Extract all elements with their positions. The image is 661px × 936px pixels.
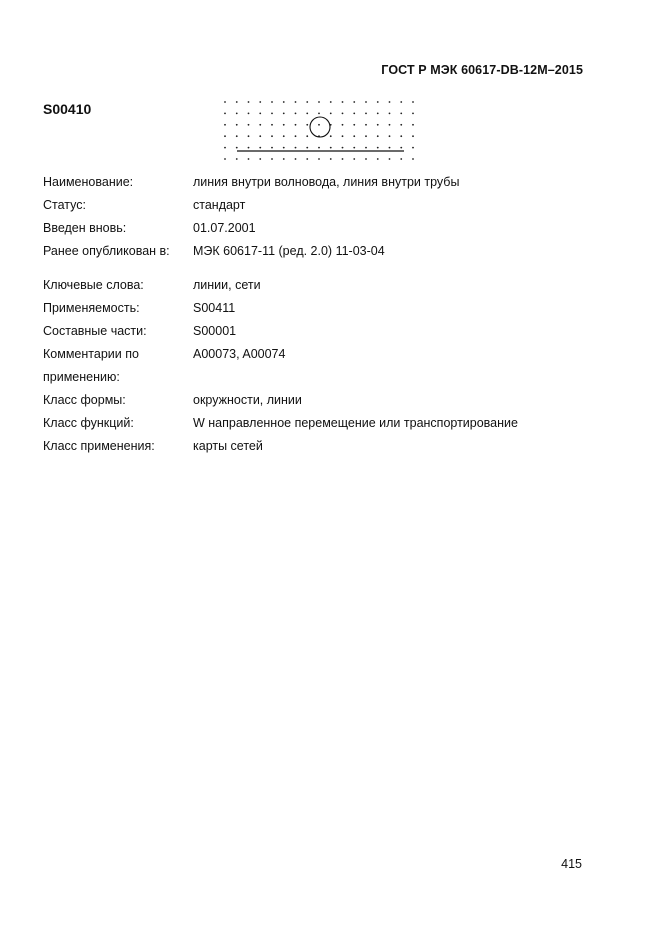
field-row-components (43, 320, 583, 343)
symbol-circle (310, 117, 330, 137)
field-value: S00001 (193, 324, 237, 338)
field-label: Класс формы: (43, 393, 126, 407)
grid-dot (377, 101, 379, 103)
grid-dot (318, 101, 320, 103)
grid-dot (400, 135, 402, 137)
grid-dot (318, 158, 320, 160)
grid-dot (389, 101, 391, 103)
field-label: Наименование: (43, 175, 134, 189)
grid-dot (330, 101, 332, 103)
grid-dot (400, 101, 402, 103)
grid-dot (330, 135, 332, 137)
grid-dot (318, 147, 320, 149)
grid-dot (283, 135, 285, 137)
grid-dot (224, 158, 226, 160)
grid-dot (236, 158, 238, 160)
grid-dot (412, 147, 414, 149)
grid-dot (224, 135, 226, 137)
grid-dot (342, 113, 344, 115)
grid-dot (389, 135, 391, 137)
grid-dot (342, 135, 344, 137)
grid-dot (271, 158, 273, 160)
grid-dot (295, 124, 297, 126)
grid-dot (259, 124, 261, 126)
grid-dot (342, 158, 344, 160)
field-label: Класс функций: (43, 416, 134, 430)
grid-dot (353, 158, 355, 160)
grid-dot (224, 147, 226, 149)
grid-dot (342, 124, 344, 126)
field-label: Комментарии по применению: (43, 347, 139, 384)
grid-dot (330, 113, 332, 115)
grid-dot (365, 124, 367, 126)
grid-dot (400, 113, 402, 115)
grid-dot (306, 158, 308, 160)
field-row-application-class (43, 435, 583, 458)
grid-dot (353, 124, 355, 126)
grid-dot (224, 124, 226, 126)
grid-dot (271, 135, 273, 137)
grid-dot (400, 158, 402, 160)
grid-dot (248, 135, 250, 137)
grid-dot (295, 147, 297, 149)
grid-dot (236, 124, 238, 126)
grid-dot (353, 147, 355, 149)
grid-dot (365, 113, 367, 115)
field-row-name (43, 171, 583, 194)
grid-dot (259, 113, 261, 115)
grid-dot (318, 113, 320, 115)
grid-dot (353, 113, 355, 115)
grid-dot (412, 158, 414, 160)
grid-dot (389, 147, 391, 149)
grid-dot (248, 124, 250, 126)
field-row-application-notes (43, 343, 583, 389)
grid-dot (377, 147, 379, 149)
grid-dot (271, 124, 273, 126)
grid-dot (306, 147, 308, 149)
field-value: стандарт (193, 198, 246, 212)
grid-dot (400, 147, 402, 149)
grid-dot (365, 147, 367, 149)
grid-dot (330, 147, 332, 149)
field-value: 01.07.2001 (193, 221, 256, 235)
grid-dot (389, 158, 391, 160)
grid-dot (236, 113, 238, 115)
document-header-code: ГОСТ Р МЭК 60617-DB-12M–2015 (381, 63, 583, 77)
field-value: A00073, A00074 (193, 347, 286, 361)
grid-dot (412, 124, 414, 126)
grid-dot (306, 124, 308, 126)
grid-dot (306, 101, 308, 103)
grid-dot (236, 135, 238, 137)
grid-dot (236, 101, 238, 103)
field-label: Класс применения: (43, 439, 155, 453)
grid-dot (377, 135, 379, 137)
field-label: Ранее опубликован в: (43, 244, 170, 258)
grid-dot (271, 101, 273, 103)
field-label: Составные части: (43, 324, 147, 338)
grid-dot (400, 124, 402, 126)
grid-dot (283, 147, 285, 149)
grid-dot (330, 158, 332, 160)
grid-dot (412, 135, 414, 137)
grid-dot (342, 147, 344, 149)
symbol-id: S00410 (43, 101, 92, 117)
grid-dot (271, 113, 273, 115)
grid-dot (295, 101, 297, 103)
field-value: линии, сети (193, 278, 261, 292)
grid-dot (236, 147, 238, 149)
grid-dot (353, 135, 355, 137)
grid-dot (342, 101, 344, 103)
grid-dot (295, 113, 297, 115)
field-row-previously-published (43, 240, 583, 263)
grid-dot (248, 158, 250, 160)
page-number: 415 (561, 857, 582, 871)
grid-dot (259, 158, 261, 160)
grid-dot (259, 135, 261, 137)
field-label: Применяемость: (43, 301, 140, 315)
field-value: W направленное перемещение или транспортирование (193, 416, 518, 430)
grid-dot (259, 147, 261, 149)
grid-dot (248, 101, 250, 103)
grid-dot (377, 113, 379, 115)
grid-dot (389, 124, 391, 126)
field-value: S00411 (193, 301, 236, 315)
grid-dot (283, 158, 285, 160)
field-row-introduced (43, 217, 583, 240)
field-row-function-class (43, 412, 583, 435)
grid-dot (353, 101, 355, 103)
grid-dot (412, 113, 414, 115)
grid-dot (365, 101, 367, 103)
field-row-status (43, 194, 583, 217)
grid-dot (389, 113, 391, 115)
grid-dot (306, 135, 308, 137)
grid-dot (283, 124, 285, 126)
field-value: окружности, линии (193, 393, 302, 407)
grid-dot (318, 124, 320, 126)
grid-dot (224, 101, 226, 103)
field-value: МЭК 60617-11 (ред. 2.0) 11-03-04 (193, 244, 385, 258)
grid-dot (259, 101, 261, 103)
field-value: линия внутри волновода, линия внутри трубы (193, 175, 460, 189)
grid-dot (412, 101, 414, 103)
grid-dot (306, 113, 308, 115)
field-label: Введен вновь: (43, 221, 127, 235)
field-row-applicability (43, 297, 583, 320)
grid-dot (283, 113, 285, 115)
field-label: Ключевые слова: (43, 278, 144, 292)
grid-dot (295, 135, 297, 137)
grid-dot (283, 101, 285, 103)
grid-dot (377, 158, 379, 160)
symbol-properties (43, 171, 583, 458)
grid-dot (248, 147, 250, 149)
field-value: карты сетей (193, 439, 263, 453)
grid-dot (248, 113, 250, 115)
field-row-shape-class (43, 389, 583, 412)
grid-dot (271, 147, 273, 149)
field-row-keywords (43, 274, 583, 297)
symbol-figure (220, 96, 420, 166)
grid-dot (224, 113, 226, 115)
grid-dot (365, 158, 367, 160)
grid-dot (295, 158, 297, 160)
field-label: Статус: (43, 198, 86, 212)
grid-dot (377, 124, 379, 126)
grid-dot (365, 135, 367, 137)
